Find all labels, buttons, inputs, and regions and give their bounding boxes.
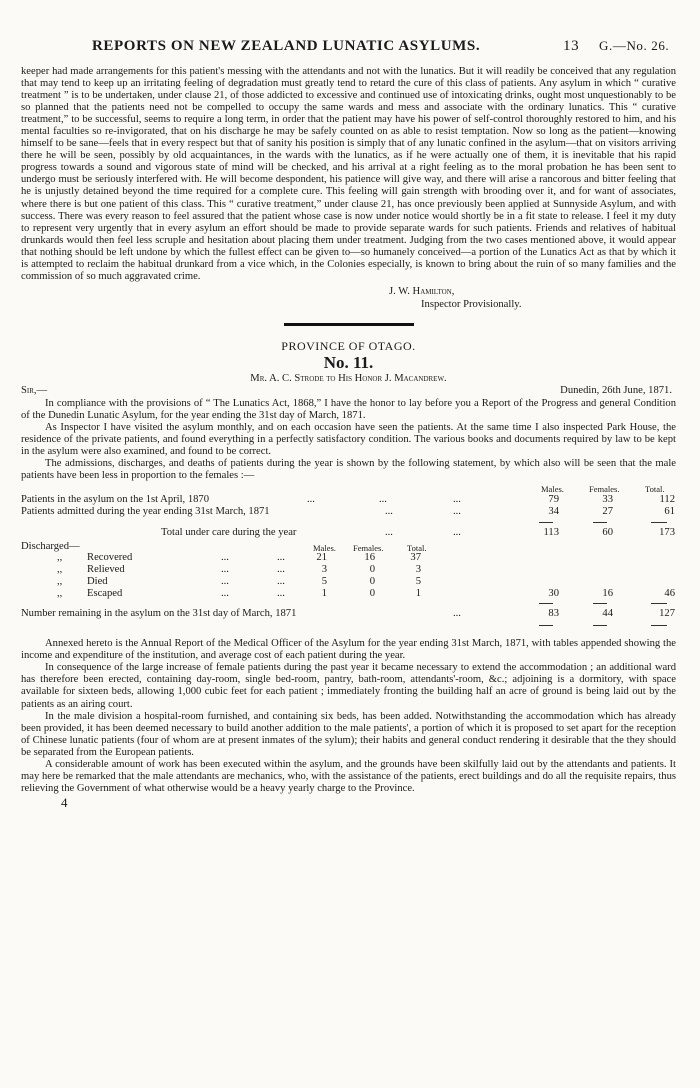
leader-dots: ...: [307, 494, 315, 506]
paper-reference: G.—No. 26.: [599, 38, 670, 53]
section-number: No. 11.: [323, 352, 374, 372]
leader-dots: ...: [277, 564, 285, 576]
leader-dots: ...: [221, 576, 229, 588]
row-label: Number remaining in the asylum on the 31st day of March, 1871: [21, 608, 297, 620]
discharged-label: Discharged—: [21, 541, 80, 553]
row-label: Patients admitted during the year ending 31st March, 1871: [21, 506, 270, 518]
cell: 60: [602, 527, 613, 539]
row-label: Died: [87, 576, 108, 588]
sum-rule: [651, 522, 667, 523]
closing-section: [21, 638, 676, 809]
running-header: [0, 38, 700, 58]
row-label: Recovered: [87, 552, 133, 564]
paragraph: In compliance with the provisions of “ The Lunatics Act, 1868,” I have the honor to lay before you a Report of the Progress and general Condition of the Dunedin Lunatic Asylum, for the year ending the 31st day of March, 1871.: [21, 397, 676, 421]
sum-rule: [651, 603, 667, 604]
cell: 27: [602, 506, 613, 518]
leader-dots: ...: [453, 494, 461, 506]
cell: 37: [410, 552, 421, 564]
row-label: Patients in the asylum on the 1st April, 1870: [21, 494, 210, 506]
ditto-mark: ,,: [57, 588, 63, 600]
sum-rule: [651, 625, 667, 626]
page-number: 13: [563, 38, 580, 54]
section-divider: [284, 323, 414, 326]
letter-from-line: Mr. A. C. Strode to His Honor J. Macandrew.: [250, 372, 447, 384]
opening-paragraph: keeper had made arrangements for this patient's messing with the attendants and not with the lunatics. But it will readily be conceived that any regulation that may tend to keep up an irritating feeling of degradation must greatly tend to retard the cure of this class of patients. Any asylum in which “ curative treatment ” is to be undertaken, under clause 21, of those addicted to excessive and continued use of intoxicating drinks, ought most unquestionably to be so planned that the patients need not be compelled to occupy the same wards and mess and associate with the ordinary lunatics. This “ curative treatment,” to be successful, seems to require a long term, in order that the patient may have his power of self-control thoroughly restored to him, and his mental faculties so re-invigorated, that on his discharge he may be safely counted on as able to resist temptation. Now so long as the patient—knowing himself to be sane—feels that in every respect but that of sanity his position is simply that of any lunatic confined in the asylum—that on visitors arriving there he will be seen, possibly by old acquaintances, in the wards with the lunatics, as if he were actually one of them, it is inevitable that his rapid progress towards a sound and vigorous state of mind will be checked, and his arrival at a right feeling as to the moral probation he has been sent to undergo must be seriously interfered with. He will become despondent, his patience will give way, and there will arise a rancorous and bitter feeling that he is unjustly detained beyond the time required for a complete cure. This feeling will gain strength with brooding over it, and for want of associates, where there is but one patient of this class. This “ curative treatment,” under clause 21, has once previously been applied at Sunnyside Asylum, and with success. There was every reason to feel assured that the patient whose case is now under notice would shortly be in a fit state to release. I feel it my duty to represent very urgently that in every asylum an effort should be made to provide separate wards for such patients. Friends and relatives of habitual drunkards would then feel less scruple and hesitation about placing them under treatment. Judging from the two cases mentioned above, it would appear that nothing should be left undone by which the fullest effect can be given to—so humanely conceived—a portion of the Lunatics Act as that by which it is attempted to reclaim the habitual drunkard from a vice which, in the Colonies especially, is known to bring about the ruin of so many families and the commission of so much aggravated crime.: [21, 66, 676, 282]
letter-date: Dunedin, 26th June, 1871.: [560, 384, 672, 396]
col-header-males: Males.: [541, 484, 564, 495]
leader-dots: ...: [453, 608, 461, 620]
leader-dots: ...: [453, 527, 461, 539]
paragraph: In consequence of the large increase of female patients during the past year it became necessary to extend the accommodation ; an additional ward has therefore been erected, containing day-room, single bed-room, pantry, bath-room, attendants'-room, &c.; adjoining is a dormitory, with space available for sixteen beds, allowing 1,000 cubic feet for each patient ; immediately fronting the building half an acre of ground is being laid out by the patients as an airing court.: [21, 662, 676, 710]
leader-dots: ...: [277, 576, 285, 588]
paragraph: A considerable amount of work has been executed within the asylum, and the grounds have been skilfully laid out by the attendants and patients. It may here be remarked that the male attendants are mechanics, who, with the assistance of the patients, erect buildings and do all the requisite repairs, thus relieving the Government of what otherwise would be a heavy yearly charge to the Province.: [21, 758, 676, 794]
cell: 127: [659, 608, 675, 620]
cell: 34: [548, 506, 559, 518]
sub-col-males: Males.: [313, 543, 336, 554]
leader-dots: ...: [221, 564, 229, 576]
cell: 61: [664, 506, 675, 518]
province-heading: PROVINCE OF OTAGO.: [281, 338, 416, 353]
leader-dots: ...: [385, 506, 393, 518]
row-label: Relieved: [87, 564, 125, 576]
salutation-line: [21, 385, 676, 398]
cell: 21: [316, 552, 327, 564]
signature-block: [389, 285, 676, 311]
header-title: REPORTS ON NEW ZEALAND LUNATIC ASYLUMS.: [92, 38, 481, 54]
cell: 1: [415, 588, 421, 600]
col-header-total: Total.: [645, 484, 665, 495]
col-header-females: Females.: [589, 484, 620, 495]
cell: 0: [369, 588, 375, 600]
cell: 3: [415, 564, 421, 576]
row-label: Total under care during the year: [161, 527, 297, 539]
leader-dots: ...: [221, 588, 229, 600]
cell: 33: [602, 494, 613, 506]
leader-dots: ...: [221, 552, 229, 564]
cell: 16: [602, 588, 613, 600]
cell: 173: [659, 527, 675, 539]
cell: 113: [543, 527, 559, 539]
cell: 46: [664, 588, 675, 600]
ditto-mark: ,,: [57, 564, 63, 576]
sum-rule: [593, 522, 607, 523]
cell: 79: [548, 494, 559, 506]
cell: 30: [548, 588, 559, 600]
cell: 44: [602, 608, 613, 620]
paragraph: In the male division a hospital-room furnished, and containing six beds, has been added. Notwithstanding the accommodation which has already been provided, it has been deemed necessary to build another addition to the male patients', a portion of which it is proposed to set apart for the reception of Chinese lunatic patients (four of whom are at present inmates of the sylum); their habits and general conduct rendering it desirable that the they should be separated from the European patients.: [21, 710, 676, 758]
signature-title: Inspector Provisionally.: [421, 298, 522, 310]
sub-col-total: Total.: [407, 543, 427, 554]
sum-rule: [539, 603, 553, 604]
row-label: Escaped: [87, 588, 123, 600]
ditto-mark: ,,: [57, 552, 63, 564]
leader-dots: ...: [453, 506, 461, 518]
printer-folio: 4: [61, 794, 68, 810]
paragraph: The admissions, discharges, and deaths of patients during the year is shown by the following statement, by which also will be seen that the male patients have been less in proportion to the females :—: [21, 458, 676, 482]
cell: 5: [415, 576, 421, 588]
paragraph: Annexed hereto is the Annual Report of the Medical Officer of the Asylum for the year ending 31st March, 1871, with tables appended showing the income and expenditure of the institution, and average cost of each patient during the year.: [21, 638, 676, 662]
sub-col-females: Females.: [353, 543, 384, 554]
cell: 0: [369, 576, 375, 588]
sum-rule: [593, 625, 607, 626]
cell: 83: [548, 608, 559, 620]
leader-dots: ...: [385, 527, 393, 539]
document-body: [21, 66, 676, 809]
sum-rule: [539, 625, 553, 626]
cell: 16: [364, 552, 375, 564]
sum-rule: [539, 522, 553, 523]
signature-name: J. W. Hamilton,: [389, 285, 455, 297]
leader-dots: ...: [277, 588, 285, 600]
ditto-mark: ,,: [57, 576, 63, 588]
cell: 5: [321, 576, 327, 588]
cell: 3: [321, 564, 327, 576]
sum-rule: [593, 603, 607, 604]
patient-statistics-table: [21, 482, 676, 662]
salutation: Sir,—: [21, 384, 48, 396]
cell: 1: [321, 588, 327, 600]
cell: 112: [659, 494, 675, 506]
cell: 0: [369, 564, 375, 576]
paragraph: As Inspector I have visited the asylum monthly, and on each occasion have seen the patients. At the same time I also inspected Park House, the residence of the private patients, and found everything in a perfectly satisfactory condition. The various books and documents required by law to be kept in the asylum were also examined, and found to be correct.: [21, 422, 676, 458]
leader-dots: ...: [379, 494, 387, 506]
leader-dots: ...: [277, 552, 285, 564]
